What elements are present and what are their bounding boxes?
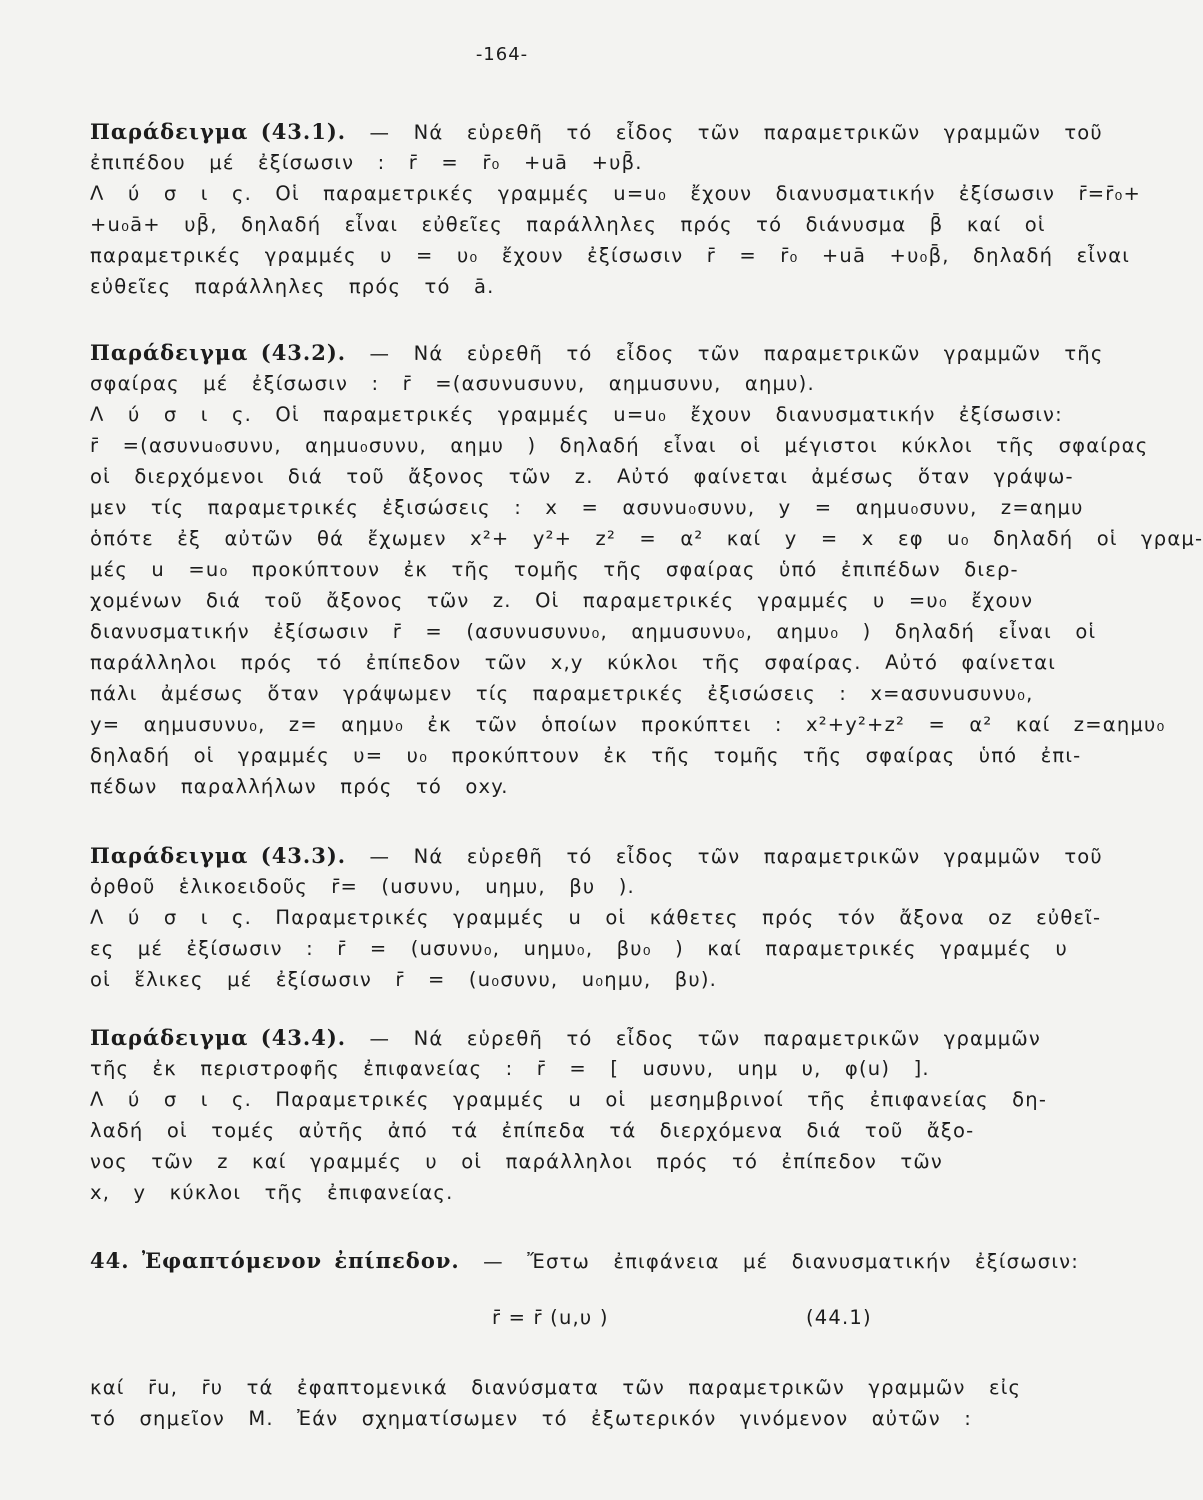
text-line: τῆς ἐκ περιστροφῆς ἐπιφανείας : r̄ = [ uσυνυ, uημ υ, φ(u) ].: [90, 1057, 930, 1080]
example-heading: Παράδειγμα (43.4).: [90, 1025, 347, 1050]
text-line: r̄ =(ασυνu₀συνυ, αημu₀συνυ, αημυ ) δηλαδή εἶναι οἱ μέγιστοι κύκλοι τῆς σφαίρας: [90, 434, 1149, 457]
text-line: χομένων διά τοῦ ἄξονος τῶν z. Οἱ παραμετρικές γραμμές υ =υ₀ ἔχουν: [90, 589, 1034, 612]
equation-formula: r̄ = r̄ (u,υ ): [492, 1306, 609, 1329]
text-line: ὀρθοῦ ἑλικοειδοῦς r̄= (uσυνυ, uημυ, βυ ).: [90, 875, 635, 898]
text-line: +u₀ā+ υβ̄, δηλαδή εἶναι εὐθεῖες παράλληλες πρός τό διάνυσμα β̄ καί οἱ: [90, 213, 1046, 236]
text-line: x, y κύκλοι τῆς ἐπιφανείας.: [90, 1181, 454, 1204]
equation-number: (44.1): [806, 1306, 872, 1329]
example-heading: Παράδειγμα (43.2).: [90, 340, 347, 365]
example-line: [90, 116, 1103, 147]
text-line: y= αημuσυνυ₀, z= αημυ₀ ἐκ τῶν ὁποίων προκύπτει : x²+y²+z² = α² καί z=αημυ₀: [90, 713, 1166, 736]
text-line: δηλαδή οἱ γραμμές υ= υ₀ προκύπτουν ἐκ τῆς τομῆς τῆς σφαίρας ὑπό ἐπι-: [90, 744, 1082, 767]
text-line: καί r̄u, r̄υ τά ἐφαπτομενικά διανύσματα τῶν παραμετρικῶν γραμμῶν εἰς: [90, 1376, 1022, 1399]
text-line: ὁπότε ἐξ αὐτῶν θά ἔχωμεν x²+ y²+ z² = α² καί y = x εφ u₀ δηλαδή οἱ γραμ-: [90, 527, 1203, 550]
text-line: ες μέ ἐξίσωσιν : r̄ = (uσυνυ₀, uημυ₀, βυ₀ ) καί παραμετρικές γραμμές υ: [90, 937, 1068, 960]
text-line: πάλι ἀμέσως ὅταν γράψωμεν τίς παραμετρικές ἐξισώσεις : x=ασυνuσυνυ₀,: [90, 682, 1034, 705]
text-line: παράλληλοι πρός τό ἐπίπεδον τῶν x,y κύκλοι τῆς σφαίρας. Αὐτό φαίνεται: [90, 651, 1057, 674]
section-44-continued: [90, 1372, 1022, 1434]
text-line: οἱ διερχόμενοι διά τοῦ ἄξονος τῶν z. Αὐτό φαίνεται ἀμέσως ὅταν γράψω-: [90, 465, 1074, 488]
text-line: σφαίρας μέ ἐξίσωσιν : r̄ =(ασυνuσυνυ, αημuσυνυ, αημυ).: [90, 372, 815, 395]
example-line: [90, 337, 1104, 368]
section-line: [90, 1245, 1079, 1276]
example-heading: Παράδειγμα (43.3).: [90, 843, 347, 868]
text-line: οἱ ἕλικες μέ ἐξίσωσιν r̄ = (u₀συνυ, u₀ημυ, βυ).: [90, 968, 718, 991]
text-line: παραμετρικές γραμμές υ = υ₀ ἔχουν ἐξίσωσιν r̄ = r̄₀ +uā +υ₀β̄, δηλαδή εἶναι: [90, 244, 1131, 267]
example-text: — Νά εὑρεθῆ τό εἶδος τῶν παραμετρικῶν γραμμῶν τοῦ: [369, 845, 1103, 868]
example-43-4: [90, 1022, 1048, 1208]
example-text: — Νά εὑρεθῆ τό εἶδος τῶν παραμετρικῶν γραμμῶν: [369, 1027, 1041, 1050]
solution-line: Λ ύ σ ι ς. Παραμετρικές γραμμές u οἱ μεσημβρινοί τῆς ἐπιφανείας δη-: [90, 1088, 1048, 1111]
section-heading: 44. Ἐφαπτόμενον ἐπίπεδον.: [90, 1248, 460, 1273]
text-line: μές u =u₀ προκύπτουν ἐκ τῆς τομῆς τῆς σφαίρας ὑπό ἐπιπέδων διερ-: [90, 558, 1019, 581]
text-line: διανυσματικήν ἐξίσωσιν r̄ = (ασυνuσυνυ₀, αημuσυνυ₀, αημυ₀ ) δηλαδή εἶναι οἱ: [90, 620, 1097, 643]
section-44: [90, 1245, 1079, 1276]
text-line: πέδων παραλλήλων πρός τό οxy.: [90, 775, 509, 798]
section-text: — Ἔστω ἐπιφάνεια μέ διανυσματικήν ἐξίσωσιν:: [483, 1250, 1079, 1273]
example-43-1: [90, 116, 1142, 302]
text-line: τό σημεῖον M. Ἐάν σχηματίσωμεν τό ἐξωτερικόν γινόμενον αὐτῶν :: [90, 1407, 972, 1430]
text-line: μεν τίς παραμετρικές ἐξισώσεις : x = ασυνu₀συνυ, y = αημu₀συνυ, z=αημυ: [90, 496, 1084, 519]
solution-line: Λ ύ σ ι ς. Οἱ παραμετρικές γραμμές u=u₀ ἔχουν διανυσματικήν ἐξίσωσιν r̄=r̄₀+: [90, 182, 1142, 205]
example-text: — Νά εὑρεθῆ τό εἶδος τῶν παραμετρικῶν γραμμῶν τοῦ: [369, 121, 1103, 144]
solution-line: Λ ύ σ ι ς. Οἱ παραμετρικές γραμμές u=u₀ ἔχουν διανυσματικήν ἐξίσωσιν:: [90, 403, 1063, 426]
text-line: νος τῶν z καί γραμμές υ οἱ παράλληλοι πρός τό ἐπίπεδον τῶν: [90, 1150, 943, 1173]
example-43-3: [90, 840, 1103, 995]
example-heading: Παράδειγμα (43.1).: [90, 119, 347, 144]
example-text: — Νά εὑρεθῆ τό εἶδος τῶν παραμετρικῶν γραμμῶν τῆς: [369, 342, 1104, 365]
example-line: [90, 840, 1103, 871]
example-43-2: [90, 337, 1203, 802]
text-line: λαδή οἱ τομές αὐτῆς ἀπό τά ἐπίπεδα τά διερχόμενα διά τοῦ ἄξο-: [90, 1119, 975, 1142]
example-line: [90, 1022, 1041, 1053]
page-number: -164-: [475, 44, 529, 65]
text-line: ἐπιπέδου μέ ἐξίσωσιν : r̄ = r̄₀ +uā +υβ̄.: [90, 151, 643, 174]
solution-line: Λ ύ σ ι ς. Παραμετρικές γραμμές u οἱ κάθετες πρός τόν ἄξονα οz εὐθεῖ-: [90, 906, 1102, 929]
equation-44-1: [0, 1306, 1004, 1337]
text-line: εὐθεῖες παράλληλες πρός τό ā.: [90, 275, 495, 298]
